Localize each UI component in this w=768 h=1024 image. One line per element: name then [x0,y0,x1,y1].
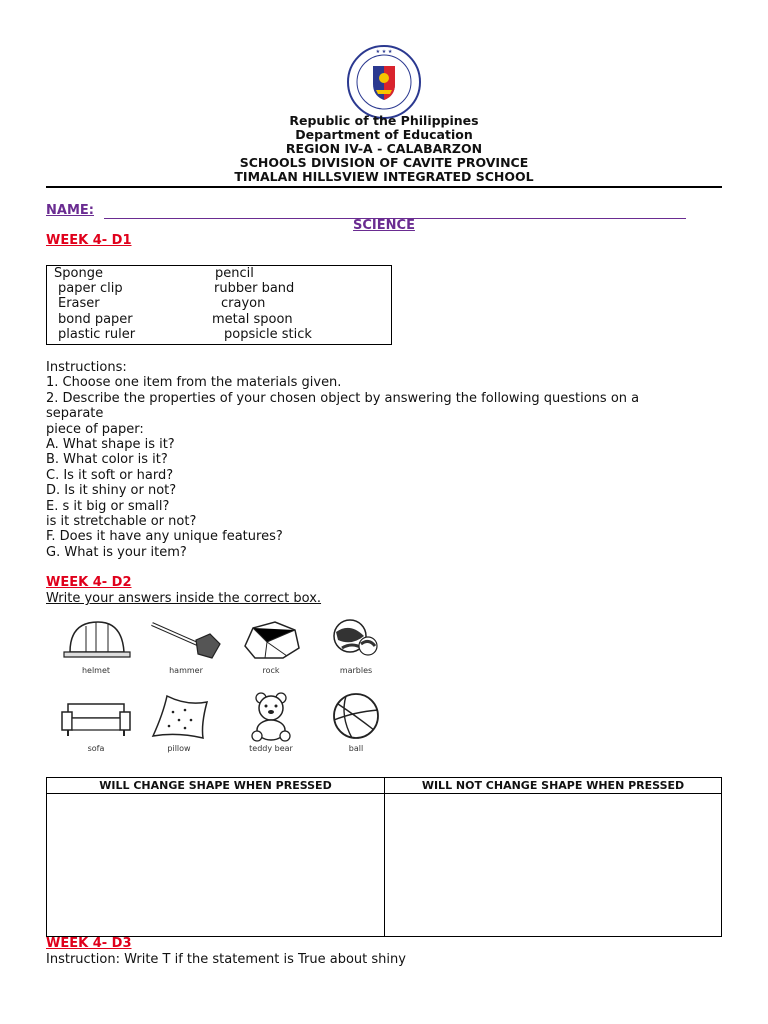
material-item: Sponge [54,266,103,281]
material-item: bond paper [58,312,133,327]
material-item: crayon [221,296,266,311]
picture-helmet [56,614,136,678]
answer-cell-will-change[interactable] [47,794,385,937]
header-division: SCHOOLS DIVISION OF CAVITE PROVINCE [239,155,529,170]
answer-cell-will-not-change[interactable] [385,794,722,937]
instruction-line: D. Is it shiny or not? [46,483,177,499]
col-header-will-change: WILL CHANGE SHAPE WHEN PRESSED [47,778,385,794]
instruction-line: E. s it big or small? [46,498,170,514]
instruction-line: separate [46,406,104,422]
rock-icon [231,614,311,664]
instruction-line: B. What color is it? [46,452,168,468]
header-department: Department of Education [295,127,473,142]
name-label: NAME: [46,203,94,218]
instruction-line: F. Does it have any unique features? [46,529,283,545]
picture-sofa [56,692,136,756]
materials-box [46,265,392,345]
hammer-icon [146,614,226,664]
instruction-line: is it stretchable or not? [46,514,197,530]
picture-label: marbles [339,666,373,675]
answer-table [46,777,722,937]
picture-label: teddy bear [249,744,293,753]
picture-label: ball [348,744,364,753]
d2-instruction: Write your answers inside the correct box. [46,591,322,606]
d3-instruction: Instruction: Write T if the statement is True about shiny [46,952,406,967]
d1-instructions [46,360,736,560]
instruction-line: 2. Describe the properties of your chosen object by answering the following questions on a [46,390,640,406]
material-item: popsicle stick [224,327,312,342]
instruction-line: A. What shape is it? [46,437,175,453]
picture-rock [231,614,311,678]
picture-label: helmet [81,666,111,675]
col-header-will-not-change: WILL NOT CHANGE SHAPE WHEN PRESSED [385,778,722,794]
instruction-line: piece of paper: [46,421,144,437]
week-d3-heading: WEEK 4- D3 [46,936,132,951]
helmet-icon [56,614,136,664]
picture-teddy-bear [231,692,311,756]
sofa-icon [56,692,136,742]
instruction-line: G. What is your item? [46,544,187,560]
svg-text:★ ★ ★: ★ ★ ★ [375,49,393,55]
subject-title: SCIENCE [353,218,415,233]
week-d1-heading: WEEK 4- D1 [46,233,132,248]
picture-label: sofa [87,744,105,753]
week-d2-heading: WEEK 4- D2 [46,575,132,590]
header-region: REGION IV-A - CALABARZON [285,141,483,156]
material-item: pencil [215,266,254,281]
picture-marbles [316,614,396,678]
teddy-bear-icon [231,692,311,742]
material-item: metal spoon [212,312,293,327]
header-republic: Republic of the Philippines [289,113,479,128]
picture-ball [316,692,396,756]
material-item: rubber band [214,281,295,296]
picture-hammer [146,614,226,678]
marbles-icon [316,614,396,664]
picture-pillow [139,692,219,756]
ball-icon [316,692,396,742]
header-divider [46,186,722,188]
deped-seal-logo [346,44,422,120]
material-item: paper clip [58,281,123,296]
picture-label: hammer [169,666,203,675]
header-school: TIMALAN HILLSVIEW INTEGRATED SCHOOL [234,169,534,184]
material-item: Eraser [58,296,100,311]
instruction-line: 1. Choose one item from the materials given. [46,375,342,391]
instruction-line: C. Is it soft or hard? [46,467,174,483]
pillow-icon [139,692,219,742]
picture-label: pillow [167,744,191,753]
instruction-line: Instructions: [46,360,127,375]
material-item: plastic ruler [58,327,136,342]
picture-label: rock [262,666,280,675]
